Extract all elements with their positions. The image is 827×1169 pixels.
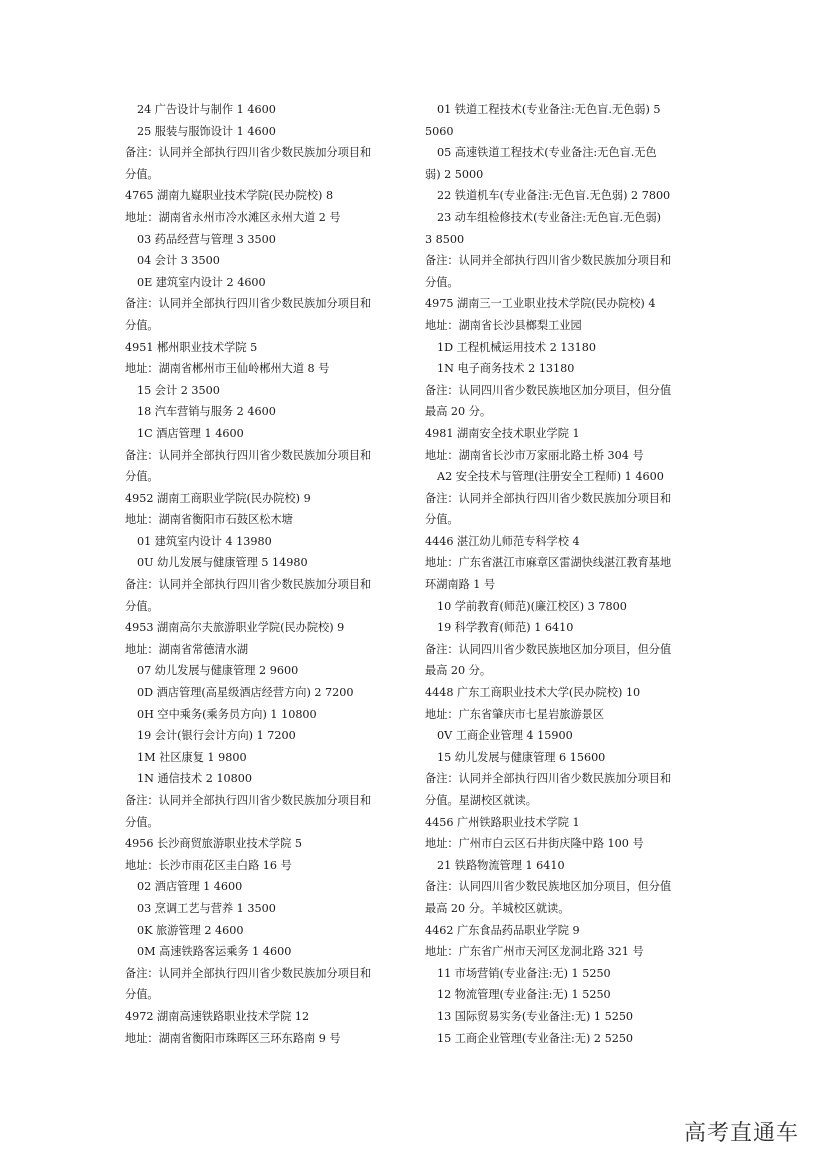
text-line: 分值。 [125, 815, 159, 829]
text-line: 15 工商企业管理(专业备注:无) 2 5250 [437, 1031, 634, 1045]
text-line: 备注：认同并全部执行四川省少数民族加分项目和 [125, 966, 372, 980]
text-line: 4975 湖南三一工业职业技术学院(民办院校) 4 [425, 297, 656, 311]
text-line: 1N 电子商务技术 2 13180 [437, 362, 575, 376]
text-line: 4956 长沙商贸旅游职业技术学院 5 [125, 837, 302, 851]
text-line: 地址：湖南省衡阳市石鼓区松木塘 [125, 513, 293, 527]
text-line: 备注：认同并全部执行四川省少数民族加分项目和 [125, 794, 372, 807]
text-line: 地址：湖南省长沙市万家丽北路土桥 304 号 [425, 448, 644, 462]
text-line: 19 会计(银行会计方向) 1 7200 [137, 729, 296, 743]
text-line: 备注：认同并全部执行四川省少数民族加分项目和 [125, 297, 372, 311]
text-line: 11 市场营销(专业备注:无) 1 5250 [437, 966, 611, 980]
text-line: 03 烹调工艺与营养 1 3500 [137, 901, 276, 915]
watermark: 高考直通车 [683, 1121, 799, 1146]
text-line: 22 铁道机车(专业备注:无色盲.无色弱) 2 7800 [437, 189, 671, 203]
text-line: 15 会计 2 3500 [137, 383, 220, 397]
text-line: 23 动车组检修技术(专业备注:无色盲.无色弱) [437, 210, 662, 224]
text-line: 分值。星湖校区就读。 [425, 794, 537, 807]
text-line: 1D 工程机械运用技术 2 13180 [437, 340, 596, 354]
text-line: 1C 酒店管理 1 4600 [137, 426, 244, 440]
text-line: 12 物流管理(专业备注:无) 1 5250 [437, 988, 611, 1002]
text-line: 5060 [425, 124, 454, 138]
text-line: 03 药品经营与管理 3 3500 [137, 232, 276, 246]
text-line: 地址：广东省肇庆市七星岩旅游景区 [425, 707, 605, 721]
text-line: 分值。 [425, 513, 459, 527]
text-line: 备注：认同并全部执行四川省少数民族加分项目和 [425, 491, 672, 505]
text-line: 4952 湖南工商职业学院(民办院校) 9 [125, 491, 311, 505]
text-line: 4953 湖南高尔夫旅游职业学院(民办院校) 9 [125, 621, 345, 635]
text-line: 4981 湖南安全技术职业学院 1 [425, 426, 580, 440]
text-line: 0H 空中乘务(乘务员方向) 1 10800 [137, 707, 317, 721]
text-line: 07 幼儿发展与健康管理 2 9600 [137, 664, 299, 678]
text-line: 01 铁道工程技术(专业备注:无色盲.无色弱) 5 [437, 103, 661, 116]
text-line: 1M 社区康复 1 9800 [137, 750, 247, 764]
text-line: 3 8500 [425, 232, 465, 246]
text-line: 01 建筑室内设计 4 13980 [137, 534, 272, 548]
text-line: 环湖南路 1 号 [425, 578, 496, 592]
text-line: 10 学前教育(师范)(廉江校区) 3 7800 [437, 599, 627, 613]
text-line: 4448 广东工商职业技术大学(民办院校) 10 [425, 686, 641, 700]
text-line: 0K 旅游管理 2 4600 [137, 923, 244, 937]
text-line: 0V 工商企业管理 4 15900 [437, 729, 573, 743]
text-line: 地址：广东省广州市天河区龙洞北路 321 号 [425, 945, 644, 959]
text-line: 0U 幼儿发展与健康管理 5 14980 [137, 556, 308, 570]
text-line: A2 安全技术与管理(注册安全工程师) 1 4600 [437, 470, 664, 484]
text-line: 备注：认同并全部执行四川省少数民族加分项目和 [125, 146, 372, 160]
text-line: 25 服装与服饰设计 1 4600 [137, 124, 276, 138]
text-line: 1N 通信技术 2 10800 [137, 772, 253, 786]
text-line: 地址：湖南省常德清水湖 [125, 642, 249, 656]
text-line: 4446 湛江幼儿师范专科学校 4 [425, 534, 580, 548]
text-line: 备注：认同并全部执行四川省少数民族加分项目和 [425, 772, 672, 786]
text-line: 4972 湖南高速铁路职业技术学院 12 [125, 1009, 310, 1023]
text-line: 备注：认同并全部执行四川省少数民族加分项目和 [125, 448, 372, 462]
text-line: 4951 郴州职业技术学院 5 [125, 340, 258, 354]
text-line: 地址：湖南省郴州市王仙岭郴州大道 8 号 [125, 362, 330, 376]
text-line: 备注：认同四川省少数民族地区加分项目，但分值 [425, 383, 672, 397]
text-line: 弱) 2 5000 [425, 167, 484, 181]
text-line: 地址：长沙市雨花区圭白路 16 号 [125, 858, 292, 872]
text-line: 分值。 [125, 599, 159, 613]
text-line: 备注：认同并全部执行四川省少数民族加分项目和 [425, 254, 672, 268]
text-line: 0D 酒店管理(高星级酒店经营方向) 2 7200 [137, 686, 354, 700]
text-line: 地址：湖南省衡阳市珠晖区三环东路南 9 号 [125, 1031, 341, 1045]
text-line: 24 广告设计与制作 1 4600 [137, 103, 276, 116]
text-line: 最高 20 分。 [425, 405, 492, 419]
text-line: 地址：湖南省长沙县榔梨工业园 [425, 318, 582, 332]
text-line: 备注：认同并全部执行四川省少数民族加分项目和 [125, 578, 372, 592]
right-column [425, 99, 725, 1049]
text-line: 分值。 [125, 470, 159, 484]
text-line: 备注：认同四川省少数民族地区加分项目，但分值 [425, 880, 672, 894]
text-line: 0E 建筑室内设计 2 4600 [137, 275, 266, 289]
text-line: 4462 广东食品药品职业学院 9 [425, 923, 580, 937]
text-line: 19 科学教育(师范) 1 6410 [437, 621, 574, 635]
text-line: 4765 湖南九嶷职业技术学院(民办院校) 8 [125, 189, 334, 203]
text-line: 最高 20 分。羊城校区就读。 [425, 901, 570, 915]
text-line: 4456 广州铁路职业技术学院 1 [425, 815, 580, 829]
text-line: 地址：湖南省永州市冷水滩区永州大道 2 号 [125, 210, 341, 224]
text-line: 地址：广东省湛江市麻章区雷湖快线湛江教育基地 [425, 556, 672, 570]
text-line: 分值。 [125, 988, 159, 1002]
text-line: 15 幼儿发展与健康管理 6 15600 [437, 750, 606, 764]
left-column [125, 99, 425, 1049]
text-line: 13 国际贸易实务(专业备注:无) 1 5250 [437, 1009, 634, 1023]
text-line: 05 高速铁道工程技术(专业备注:无色盲.无色 [437, 146, 657, 160]
text-line: 备注：认同四川省少数民族地区加分项目，但分值 [425, 642, 672, 656]
text-line: 02 酒店管理 1 4600 [137, 880, 243, 894]
text-line: 04 会计 3 3500 [137, 254, 220, 268]
text-line: 21 铁路物流管理 1 6410 [437, 858, 565, 872]
text-line: 分值。 [125, 167, 159, 181]
text-line: 分值。 [425, 275, 459, 289]
text-line: 0M 高速铁路客运乘务 1 4600 [137, 945, 292, 959]
text-line: 18 汽车营销与服务 2 4600 [137, 405, 276, 419]
text-line: 地址：广州市白云区石井街庆隆中路 100 号 [425, 837, 644, 851]
text-line: 最高 20 分。 [425, 664, 492, 678]
text-line: 分值。 [125, 318, 159, 332]
